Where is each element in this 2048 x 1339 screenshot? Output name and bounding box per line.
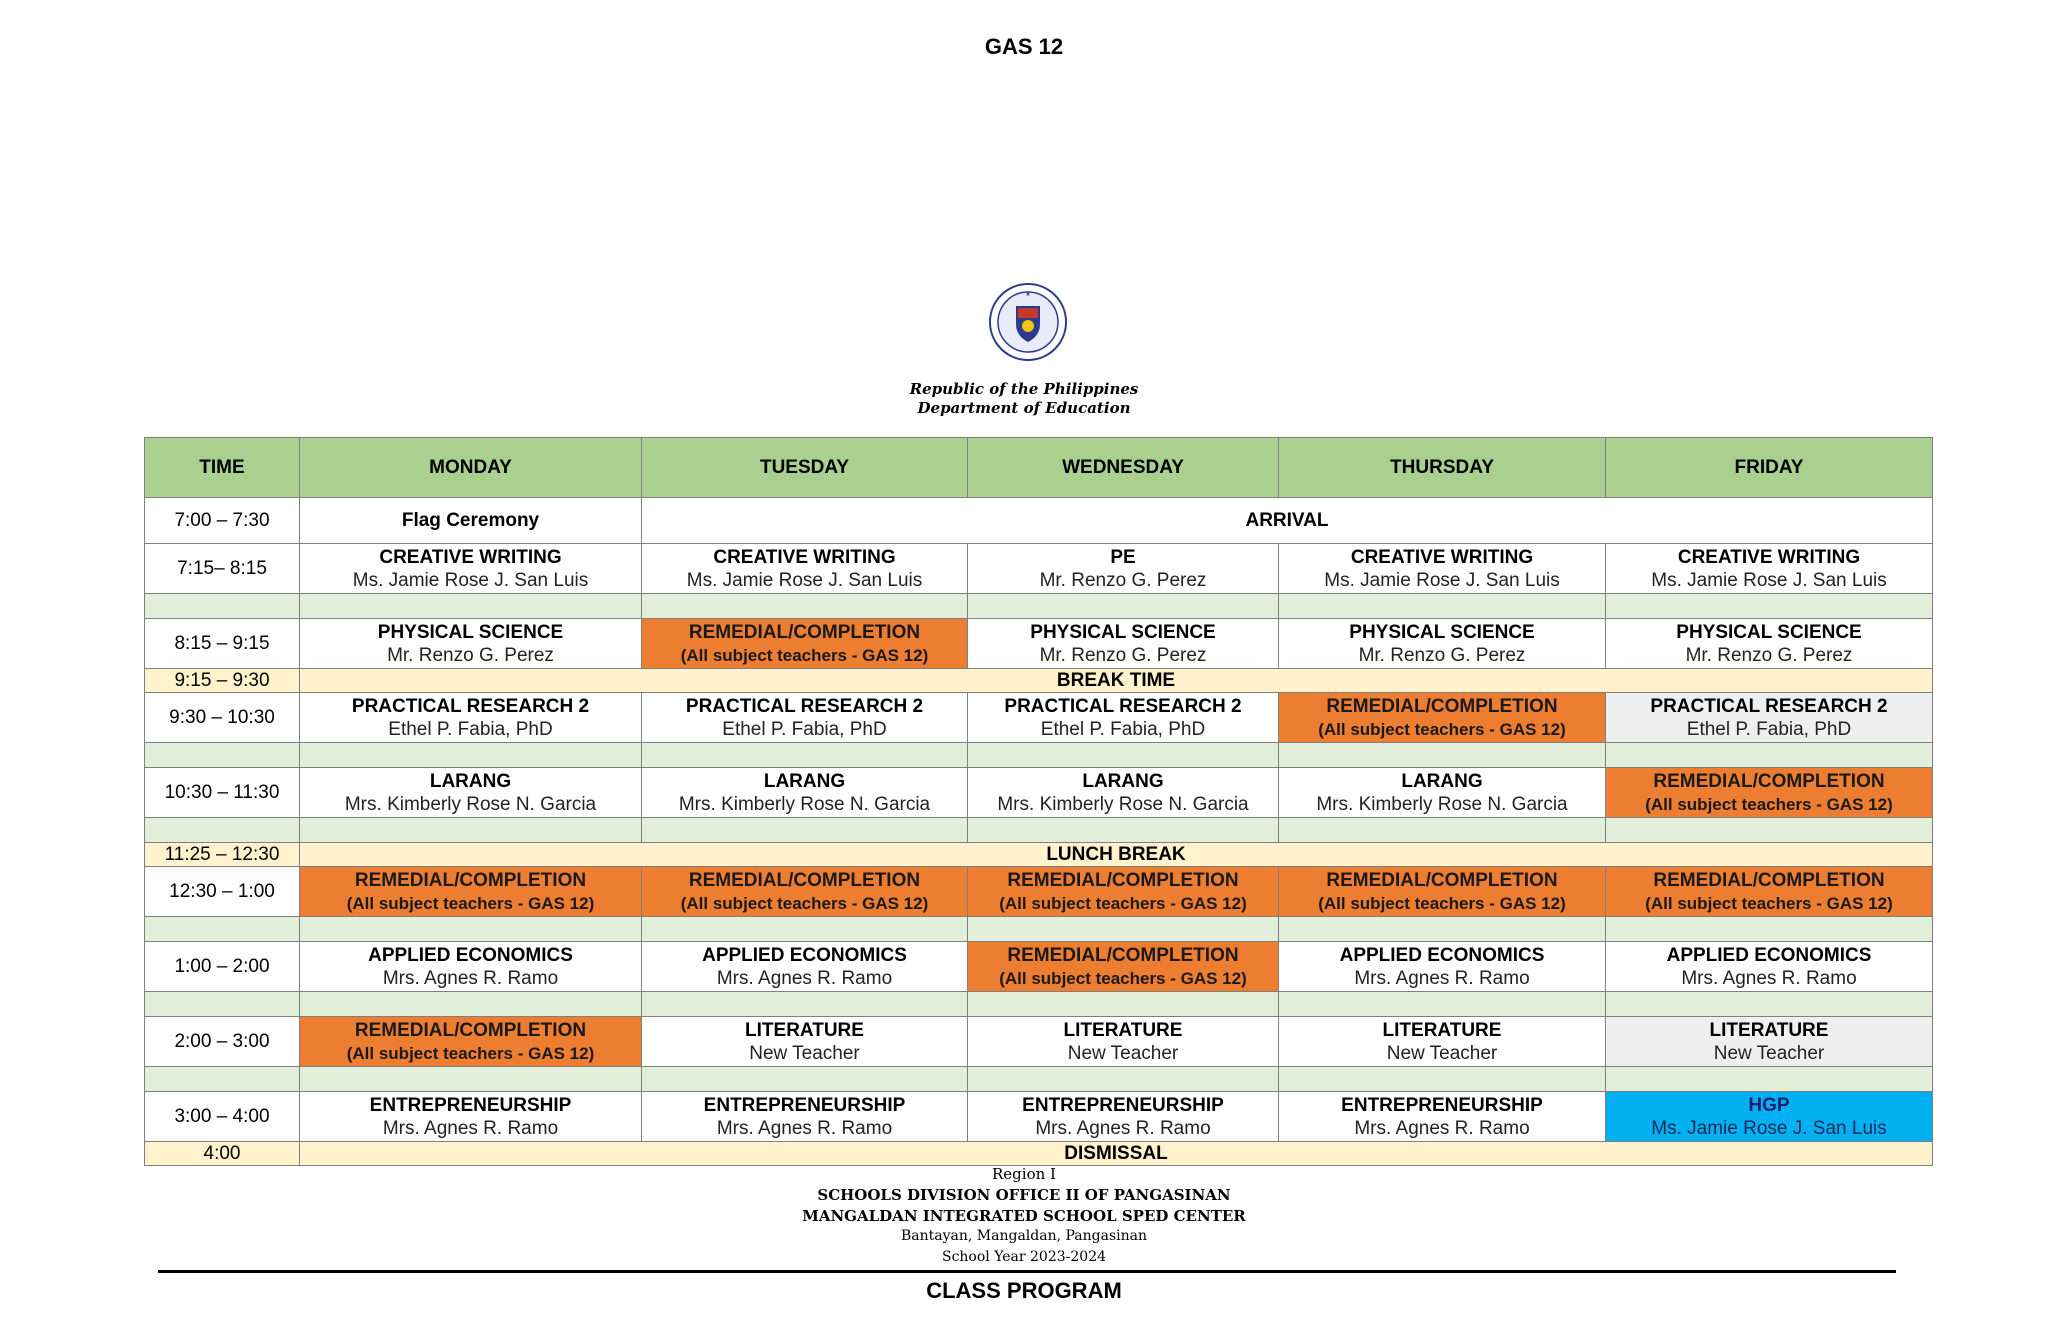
spacer-cell <box>968 818 1279 843</box>
subject-label: ENTREPRENEURSHIP <box>1341 1094 1543 1116</box>
subject-label: CREATIVE WRITING <box>379 546 562 568</box>
teacher-label: (All subject teachers - GAS 12) <box>680 893 929 913</box>
spacer-cell <box>145 743 300 768</box>
footer-region: Region I <box>992 1165 1056 1183</box>
spacer-cell <box>300 594 642 619</box>
schedule-cell <box>1606 693 1933 743</box>
schedule-cell <box>300 942 642 992</box>
subject-label: REMEDIAL/COMPLETION <box>688 621 921 643</box>
spacer-cell <box>1279 992 1606 1017</box>
header-time: TIME <box>145 438 300 498</box>
teacher-label: Mrs. Agnes R. Ramo <box>382 1117 559 1139</box>
subject-label: PHYSICAL SCIENCE <box>1676 621 1862 643</box>
schedule-cell <box>1279 942 1606 992</box>
department-text: Department of Education <box>917 399 1131 417</box>
table-row <box>145 867 1933 917</box>
subject-label: ENTREPRENEURSHIP <box>703 1094 906 1116</box>
schedule-cell <box>642 867 968 917</box>
subject-label: REMEDIAL/COMPLETION <box>1653 869 1885 891</box>
teacher-label: (All subject teachers - GAS 12) <box>1318 719 1566 739</box>
subject-label: LARANG <box>429 770 512 792</box>
footer-school: MANGALDAN INTEGRATED SCHOOL SPED CENTER <box>802 1207 1246 1225</box>
teacher-label: (All subject teachers - GAS 12) <box>1318 893 1566 913</box>
schedule-cell <box>642 693 968 743</box>
schedule-cell <box>1606 1092 1933 1142</box>
subject-label: PHYSICAL SCIENCE <box>1349 621 1535 643</box>
time-cell: 12:30 – 1:00 <box>145 867 300 917</box>
subject-label: LARANG <box>1401 770 1483 792</box>
spacer-cell <box>1279 594 1606 619</box>
time-cell: 9:30 – 10:30 <box>145 693 300 743</box>
schedule-cell <box>968 867 1279 917</box>
schedule-cell <box>1606 942 1933 992</box>
teacher-label: Ms. Jamie Rose J. San Luis <box>1324 569 1560 591</box>
teacher-label: Mrs. Kimberly Rose N. Garcia <box>344 793 597 815</box>
subject-label: LARANG <box>1082 770 1164 792</box>
table-row <box>145 1092 1933 1142</box>
teacher-label: Mrs. Agnes R. Ramo <box>1035 1117 1211 1139</box>
spacer-cell <box>1606 818 1933 843</box>
schedule-cell <box>968 942 1279 992</box>
footer-school-year: School Year 2023-2024 <box>941 1249 1107 1265</box>
spacer-row <box>145 594 1933 619</box>
page-title: GAS 12 <box>984 34 1064 59</box>
time-cell: 1:00 – 2:00 <box>145 942 300 992</box>
subject-label: REMEDIAL/COMPLETION <box>1326 695 1558 717</box>
subject-label: CREATIVE WRITING <box>713 546 896 568</box>
schedule-cell <box>1279 1092 1606 1142</box>
arrival-cell: ARRIVAL <box>642 498 1933 544</box>
teacher-label: Mrs. Kimberly Rose N. Garcia <box>678 793 931 815</box>
schedule-cell <box>1606 1017 1933 1067</box>
schedule-cell <box>1606 867 1933 917</box>
schedule-cell <box>300 867 642 917</box>
republic-text: Republic of the Philippines <box>909 380 1139 398</box>
schedule-cell <box>642 1092 968 1142</box>
dismissal-label: DISMISSAL <box>300 1142 1933 1166</box>
spacer-cell <box>642 818 968 843</box>
schedule-cell <box>968 1017 1279 1067</box>
subject-label: PHYSICAL SCIENCE <box>377 621 564 643</box>
spacer-cell <box>968 1067 1279 1092</box>
time-cell: 2:00 – 3:00 <box>145 1017 300 1067</box>
header-friday: FRIDAY <box>1606 438 1933 498</box>
schedule-cell <box>968 544 1279 594</box>
subject-label: APPLIED ECONOMICS <box>1339 944 1545 966</box>
teacher-label: (All subject teachers - GAS 12) <box>1645 794 1893 814</box>
spacer-cell <box>1606 594 1933 619</box>
teacher-label: New Teacher <box>1067 1042 1179 1064</box>
teacher-label: Mr. Renzo G. Perez <box>1685 644 1853 666</box>
subject-label: LITERATURE <box>1709 1019 1829 1041</box>
subject-label: LARANG <box>763 770 846 792</box>
spacer-cell <box>300 743 642 768</box>
header-wednesday: WEDNESDAY <box>968 438 1279 498</box>
teacher-label: New Teacher <box>1713 1042 1825 1064</box>
spacer-cell <box>642 917 968 942</box>
flag-ceremony-cell: Flag Ceremony <box>300 498 642 544</box>
spacer-cell <box>145 992 300 1017</box>
schedule-cell <box>1279 1017 1606 1067</box>
table-row <box>145 693 1933 743</box>
spacer-row <box>145 818 1933 843</box>
subject-label: REMEDIAL/COMPLETION <box>354 869 587 891</box>
subject-label: APPLIED ECONOMICS <box>1666 944 1872 966</box>
subject-label: PRACTICAL RESEARCH 2 <box>1650 695 1888 717</box>
subject-label: LITERATURE <box>1063 1019 1183 1041</box>
schedule-cell <box>968 1092 1279 1142</box>
teacher-label: Mrs. Agnes R. Ramo <box>382 967 559 989</box>
spacer-cell <box>642 743 968 768</box>
schedule-cell <box>642 619 968 669</box>
spacer-cell <box>145 1067 300 1092</box>
teacher-label: Mr. Renzo G. Perez <box>1358 644 1526 666</box>
schedule-cell <box>300 693 642 743</box>
lunch-row <box>145 843 1933 867</box>
spacer-cell <box>1606 917 1933 942</box>
time-cell: 7:15– 8:15 <box>145 544 300 594</box>
time-cell: 10:30 – 11:30 <box>145 768 300 818</box>
header-republic <box>0 380 2048 418</box>
schedule-cell <box>300 619 642 669</box>
spacer-cell <box>1606 1067 1933 1092</box>
spacer-row <box>145 992 1933 1017</box>
teacher-label: (All subject teachers - GAS 12) <box>999 968 1247 988</box>
teacher-label: (All subject teachers - GAS 12) <box>346 893 595 913</box>
spacer-row <box>145 917 1933 942</box>
schedule-cell <box>1279 867 1606 917</box>
schedule-cell <box>642 1017 968 1067</box>
spacer-cell <box>1279 1067 1606 1092</box>
teacher-label: Mrs. Agnes R. Ramo <box>1681 967 1857 989</box>
spacer-row <box>145 1067 1933 1092</box>
subject-label: HGP <box>1748 1094 1790 1116</box>
subject-label: PHYSICAL SCIENCE <box>1030 621 1216 643</box>
footer-sdo: SCHOOLS DIVISION OFFICE II OF PANGASINAN <box>817 1186 1231 1204</box>
subject-label: REMEDIAL/COMPLETION <box>1007 944 1239 966</box>
teacher-label: Mrs. Agnes R. Ramo <box>716 1117 893 1139</box>
subject-label: ENTREPRENEURSHIP <box>369 1094 572 1116</box>
spacer-cell <box>642 992 968 1017</box>
teacher-label: Ethel P. Fabia, PhD <box>1686 718 1852 740</box>
spacer-cell <box>642 1067 968 1092</box>
teacher-label: (All subject teachers - GAS 12) <box>346 1043 595 1063</box>
spacer-cell <box>968 917 1279 942</box>
spacer-cell <box>1279 743 1606 768</box>
teacher-label: New Teacher <box>1386 1042 1498 1064</box>
svg-text:★: ★ <box>1025 291 1031 298</box>
spacer-cell <box>1279 917 1606 942</box>
dismissal-row <box>145 1142 1933 1166</box>
spacer-cell <box>1279 818 1606 843</box>
schedule-cell <box>968 768 1279 818</box>
schedule-cell <box>642 942 968 992</box>
teacher-label: (All subject teachers - GAS 12) <box>680 645 929 665</box>
time-cell: 11:25 – 12:30 <box>145 843 300 867</box>
schedule-cell <box>1606 544 1933 594</box>
teacher-label: Ethel P. Fabia, PhD <box>388 718 553 740</box>
teacher-label: (All subject teachers - GAS 12) <box>999 893 1247 913</box>
schedule-cell <box>1279 693 1606 743</box>
subject-label: PRACTICAL RESEARCH 2 <box>351 695 590 717</box>
table-row <box>145 544 1933 594</box>
schedule-cell <box>1279 619 1606 669</box>
teacher-label: Mrs. Agnes R. Ramo <box>716 967 893 989</box>
teacher-label: Mrs. Agnes R. Ramo <box>1354 1117 1530 1139</box>
teacher-label: Mr. Renzo G. Perez <box>1039 569 1207 591</box>
time-cell: 7:00 – 7:30 <box>145 498 300 544</box>
subject-label: REMEDIAL/COMPLETION <box>688 869 921 891</box>
table-row <box>145 498 1933 544</box>
teacher-label: Ethel P. Fabia, PhD <box>1040 718 1206 740</box>
schedule-cell <box>1279 544 1606 594</box>
spacer-cell <box>145 917 300 942</box>
spacer-cell <box>300 1067 642 1092</box>
schedule-cell <box>1606 768 1933 818</box>
time-cell: 9:15 – 9:30 <box>145 669 300 693</box>
schedule-cell <box>642 768 968 818</box>
spacer-row <box>145 743 1933 768</box>
spacer-cell <box>642 594 968 619</box>
spacer-cell <box>145 818 300 843</box>
class-program-title: CLASS PROGRAM <box>926 1278 1122 1303</box>
table-row <box>145 768 1933 818</box>
teacher-label: Ms. Jamie Rose J. San Luis <box>352 569 589 591</box>
subject-label: PRACTICAL RESEARCH 2 <box>685 695 924 717</box>
teacher-label: Mr. Renzo G. Perez <box>1039 644 1207 666</box>
time-cell: 3:00 – 4:00 <box>145 1092 300 1142</box>
class-schedule-table <box>144 437 1933 1166</box>
spacer-cell <box>1606 743 1933 768</box>
subject-label: REMEDIAL/COMPLETION <box>1326 869 1558 891</box>
lunch-label: LUNCH BREAK <box>300 843 1933 867</box>
teacher-label: New Teacher <box>749 1042 860 1064</box>
teacher-label: Mr. Renzo G. Perez <box>387 644 554 666</box>
spacer-cell <box>145 594 300 619</box>
teacher-label: Ms. Jamie Rose J. San Luis <box>686 569 923 591</box>
spacer-cell <box>968 992 1279 1017</box>
teacher-label: (All subject teachers - GAS 12) <box>1645 893 1893 913</box>
subject-label: ENTREPRENEURSHIP <box>1022 1094 1224 1116</box>
subject-label: APPLIED ECONOMICS <box>702 944 907 966</box>
teacher-label: Ethel P. Fabia, PhD <box>722 718 887 740</box>
header-thursday: THURSDAY <box>1279 438 1606 498</box>
schedule-cell <box>1279 768 1606 818</box>
subject-label: LITERATURE <box>1382 1019 1502 1041</box>
footer-divider <box>158 1270 1896 1273</box>
subject-label: APPLIED ECONOMICS <box>368 944 573 966</box>
spacer-cell <box>1606 992 1933 1017</box>
spacer-cell <box>300 917 642 942</box>
teacher-label: Ms. Jamie Rose J. San Luis <box>1651 1117 1887 1139</box>
schedule-cell <box>300 1092 642 1142</box>
schedule-cell <box>300 768 642 818</box>
subject-label: REMEDIAL/COMPLETION <box>1007 869 1239 891</box>
spacer-cell <box>968 743 1279 768</box>
subject-label: REMEDIAL/COMPLETION <box>354 1019 587 1041</box>
time-cell: 4:00 <box>145 1142 300 1166</box>
schedule-cell <box>642 544 968 594</box>
table-row <box>145 942 1933 992</box>
header-tuesday: TUESDAY <box>642 438 968 498</box>
time-cell: 8:15 – 9:15 <box>145 619 300 669</box>
spacer-cell <box>300 992 642 1017</box>
schedule-cell <box>968 619 1279 669</box>
spacer-cell <box>968 594 1279 619</box>
footer-address: Bantayan, Mangaldan, Pangasinan <box>900 1228 1147 1244</box>
schedule-cell <box>300 1017 642 1067</box>
subject-label: REMEDIAL/COMPLETION <box>1653 770 1885 792</box>
subject-label: CREATIVE WRITING <box>1677 546 1861 568</box>
spacer-cell <box>300 818 642 843</box>
subject-label: PRACTICAL RESEARCH 2 <box>1004 695 1242 717</box>
subject-label: CREATIVE WRITING <box>1350 546 1534 568</box>
teacher-label: Mrs. Kimberly Rose N. Garcia <box>1316 793 1568 815</box>
subject-label: PE <box>1110 546 1136 568</box>
schedule-cell <box>1606 619 1933 669</box>
schedule-cell <box>300 544 642 594</box>
table-row <box>145 619 1933 669</box>
table-row <box>145 1017 1933 1067</box>
teacher-label: Mrs. Kimberly Rose N. Garcia <box>997 793 1249 815</box>
class-rows <box>145 544 1933 1166</box>
schedule-cell <box>968 693 1279 743</box>
subject-label: LITERATURE <box>745 1019 864 1041</box>
table-header-row <box>145 438 1933 498</box>
teacher-label: Mrs. Agnes R. Ramo <box>1354 967 1530 989</box>
teacher-label: Ms. Jamie Rose J. San Luis <box>1651 569 1887 591</box>
header-monday: MONDAY <box>300 438 642 498</box>
deped-seal-icon <box>988 282 1068 362</box>
break-time-row <box>145 669 1933 693</box>
break-time-label: BREAK TIME <box>300 669 1933 693</box>
